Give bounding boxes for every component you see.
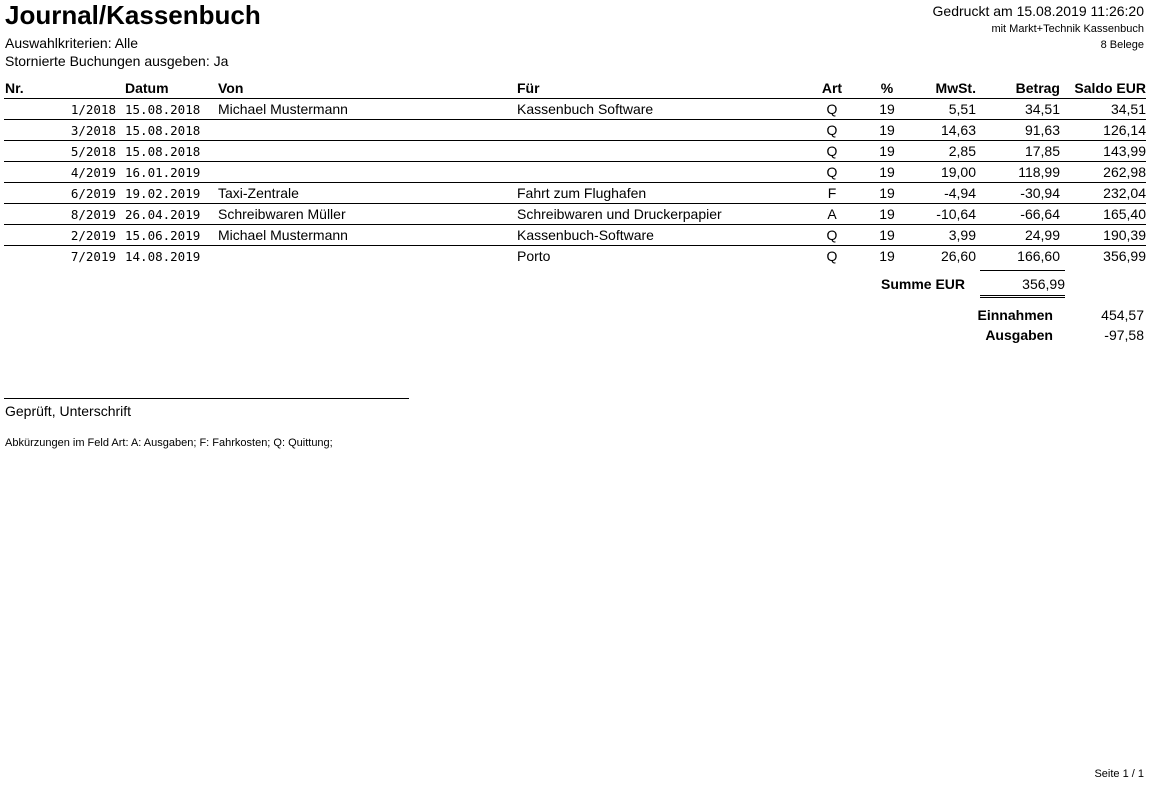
- cell-von: Michael Mustermann: [218, 101, 348, 117]
- col-von: Von: [218, 80, 244, 96]
- cell-saldo: 165,40: [1103, 206, 1146, 222]
- col-nr: Nr.: [5, 80, 24, 96]
- cell-betrag: 91,63: [1024, 122, 1060, 138]
- col-datum: Datum: [125, 80, 169, 96]
- table-row: [4, 99, 1146, 120]
- sum-value: 356,99: [1022, 276, 1065, 292]
- receipt-count: 8 Belege: [1100, 39, 1144, 51]
- cell-art: Q: [826, 122, 838, 138]
- cell-mwst: 19,00: [940, 164, 976, 180]
- col-art: Art: [821, 80, 843, 96]
- cell-art: F: [827, 185, 837, 201]
- signature-label: Geprüft, Unterschrift: [5, 403, 132, 419]
- cancelled-bookings-info: Stornierte Buchungen ausgeben: Ja: [5, 53, 229, 69]
- cell-saldo: 232,04: [1103, 185, 1146, 201]
- cell-saldo: 143,99: [1103, 143, 1146, 159]
- cell-pct: 19: [879, 206, 895, 222]
- cell-datum: 15.06.2019: [125, 228, 201, 243]
- income-label: Einnahmen: [977, 307, 1053, 323]
- col-percent: %: [880, 80, 894, 96]
- cell-art: Q: [826, 248, 838, 264]
- sum-box: [980, 270, 1065, 298]
- table-row: [4, 162, 1146, 183]
- cell-nr: 2/2019: [70, 228, 116, 243]
- report-title: Journal/Kassenbuch: [5, 0, 261, 30]
- cell-pct: 19: [879, 248, 895, 264]
- cell-datum: 15.08.2018: [125, 123, 201, 138]
- cell-mwst: -10,64: [936, 206, 976, 222]
- page-number: Seite 1 / 1: [1094, 768, 1144, 780]
- cell-nr: 5/2018: [70, 144, 116, 159]
- cell-datum: 19.02.2019: [125, 186, 201, 201]
- cell-betrag: 118,99: [1018, 164, 1060, 180]
- cell-art: Q: [826, 164, 838, 180]
- col-fuer: Für: [517, 80, 540, 96]
- cell-art: A: [827, 206, 837, 222]
- cell-datum: 15.08.2018: [125, 144, 201, 159]
- cell-betrag: 166,60: [1017, 248, 1060, 264]
- cell-von: Schreibwaren Müller: [218, 206, 346, 222]
- table-row: [4, 225, 1146, 246]
- cell-von: Taxi-Zentrale: [218, 185, 299, 201]
- cell-fuer: Schreibwaren und Druckerpapier: [517, 206, 722, 222]
- cell-pct: 19: [879, 143, 895, 159]
- signature-line: [4, 398, 409, 399]
- expenses-label: Ausgaben: [985, 327, 1053, 343]
- cell-datum: 16.01.2019: [125, 165, 201, 180]
- sum-label: Summe EUR: [881, 276, 966, 292]
- cell-fuer: Kassenbuch-Software: [517, 227, 654, 243]
- cell-datum: 15.08.2018: [125, 102, 201, 117]
- table-body: [4, 99, 1146, 266]
- col-saldo: Saldo EUR: [1074, 80, 1146, 96]
- cell-fuer: Kassenbuch Software: [517, 101, 654, 117]
- table-row: [4, 120, 1146, 141]
- col-betrag: Betrag: [1015, 80, 1060, 96]
- cell-pct: 19: [879, 101, 895, 117]
- cell-mwst: 14,63: [940, 122, 976, 138]
- cell-betrag: 24,99: [1024, 227, 1060, 243]
- cell-nr: 1/2018: [70, 102, 116, 117]
- cell-nr: 8/2019: [70, 207, 116, 222]
- cell-datum: 14.08.2019: [125, 249, 201, 264]
- abbreviations-legend: Abkürzungen im Feld Art: A: Ausgaben; F: Fahrkosten; Q: Quittung;: [5, 437, 333, 449]
- cell-betrag: 17,85: [1024, 143, 1060, 159]
- cell-art: Q: [826, 227, 838, 243]
- table-row: [4, 246, 1146, 266]
- table-row: [4, 204, 1146, 225]
- cell-art: Q: [826, 143, 838, 159]
- cell-saldo: 34,51: [1110, 101, 1146, 117]
- software-name: mit Markt+Technik Kassenbuch: [991, 23, 1144, 35]
- cell-datum: 26.04.2019: [125, 207, 201, 222]
- cell-von: Michael Mustermann: [218, 227, 348, 243]
- cell-pct: 19: [879, 227, 895, 243]
- cell-pct: 19: [879, 122, 895, 138]
- cell-mwst: 5,51: [948, 101, 976, 117]
- cell-mwst: 26,60: [940, 248, 976, 264]
- table-row: [4, 183, 1146, 204]
- cell-saldo: 356,99: [1103, 248, 1146, 264]
- cell-betrag: -30,94: [1020, 185, 1060, 201]
- cell-nr: 6/2019: [70, 186, 116, 201]
- cell-fuer: Porto: [517, 248, 551, 264]
- cell-nr: 4/2019: [70, 165, 116, 180]
- cell-mwst: 2,85: [948, 143, 976, 159]
- cell-saldo: 262,98: [1103, 164, 1146, 180]
- cell-nr: 3/2018: [70, 123, 116, 138]
- cell-nr: 7/2019: [70, 249, 116, 264]
- cell-pct: 19: [879, 164, 895, 180]
- journal-table: [4, 78, 1146, 266]
- print-timestamp: Gedruckt am 15.08.2019 11:26:20: [932, 3, 1144, 19]
- selection-criteria: Auswahlkriterien: Alle: [5, 35, 139, 51]
- cell-fuer: Fahrt zum Flughafen: [517, 185, 647, 201]
- table-row: [4, 141, 1146, 162]
- cell-mwst: 3,99: [948, 227, 976, 243]
- table-header: [4, 78, 1146, 99]
- cell-art: Q: [826, 101, 838, 117]
- expenses-value: -97,58: [1104, 327, 1144, 343]
- col-mwst: MwSt.: [935, 80, 976, 96]
- cell-saldo: 190,39: [1103, 227, 1146, 243]
- cell-saldo: 126,14: [1103, 122, 1146, 138]
- cell-betrag: -66,64: [1020, 206, 1060, 222]
- income-value: 454,57: [1101, 307, 1144, 323]
- cell-mwst: -4,94: [944, 185, 976, 201]
- cell-pct: 19: [879, 185, 895, 201]
- cell-betrag: 34,51: [1024, 101, 1060, 117]
